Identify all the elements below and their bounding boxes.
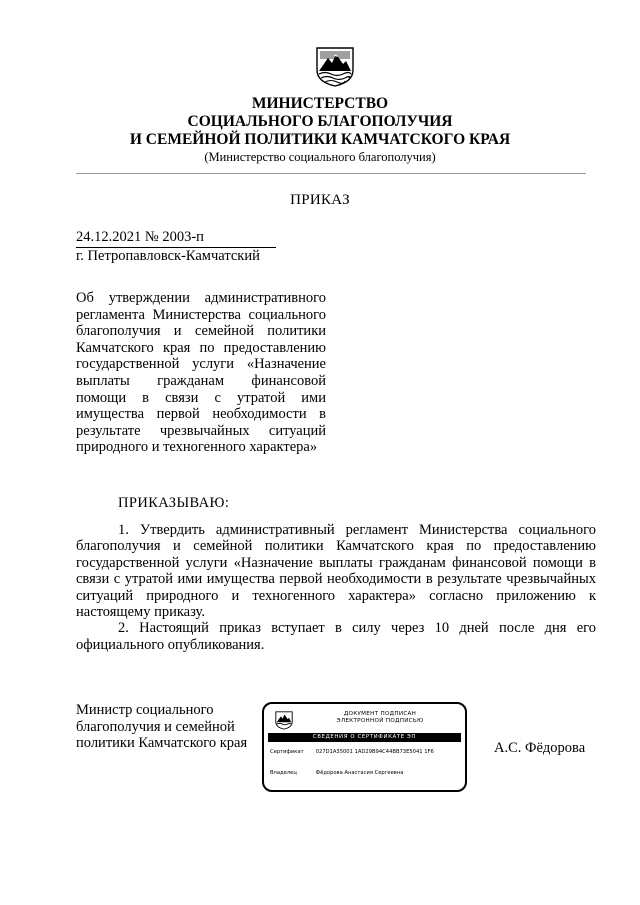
stamp-heading-line-1: ДОКУМЕНТ ПОДПИСАН xyxy=(343,711,417,717)
paragraph-1: 1. Утвердить административный регламент Министерства социального благополучия и семейной политики Камчатского края по предоставлению государственной услуги «Назначение выплаты гражданам финансовой помощи в связи с утратой ими имущества первой необходимости в результате чрезвычайных ситуаций природного и техногенного характера» согласно приложению к настоящему приказу. xyxy=(76,522,596,621)
ministry-name-line-2: СОЦИАЛЬНОГО БЛАГОПОЛУЧИЯ xyxy=(187,113,453,130)
city: г. Петропавловск-Камчатский xyxy=(76,248,260,264)
date-and-number: 24.12.2021 № 2003-п xyxy=(76,229,276,248)
owner-value: Фёдорова Анастасия Сергеевна xyxy=(315,770,404,776)
document-type: ПРИКАЗ xyxy=(290,192,350,208)
electronic-signature-stamp xyxy=(262,702,467,792)
certificate-value: 027D1A35001 1AD29B94C44BB73E5041 1F6 xyxy=(315,749,434,755)
ministry-name-line-1: МИНИСТЕРСТВО xyxy=(251,95,389,112)
order-word: ПРИКАЗЫВАЮ: xyxy=(118,495,230,511)
order-subject: Об утверждении административного регламента Министерства социального благополучия и семейной политики Камчатского края по предоставлению государственной услуги «Назначение выплаты гражданам финансовой помощи в связи с утратой ими имущества первой необходимости в результате чрезвычайных ситуаций природного и техногенного характера» xyxy=(76,290,326,456)
stamp-heading xyxy=(300,711,460,725)
ministry-short-name: (Министерство социального благополучия) xyxy=(204,150,436,164)
header-divider xyxy=(76,173,586,174)
signer-position: Министр социального благополучия и семейной политики Камчатского края xyxy=(76,702,248,751)
certificate-label: Сертификат xyxy=(270,749,304,755)
signer-name: А.С. Фёдорова xyxy=(494,740,586,756)
owner-label: Владелец xyxy=(270,770,297,776)
kamchatka-coat-of-arms-icon xyxy=(313,44,357,88)
paragraph-2: 2. Настоящий приказ вступает в силу через 10 дней после дня его официального опубликования. xyxy=(76,620,596,653)
stamp-heading-line-2: ЭЛЕКТРОННОЙ ПОДПИСЬЮ xyxy=(336,718,424,724)
stamp-owner-row xyxy=(270,770,403,777)
stamp-certificate-row xyxy=(270,749,434,756)
ministry-name-line-3: И СЕМЕЙНОЙ ПОЛИТИКИ КАМЧАТСКОГО КРАЯ xyxy=(129,131,511,148)
order-body xyxy=(76,522,596,653)
stamp-certificate-bar: СВЕДЕНИЯ О СЕРТИФИКАТЕ ЭП xyxy=(268,733,461,742)
kamchatka-coat-of-arms-icon xyxy=(274,710,294,730)
